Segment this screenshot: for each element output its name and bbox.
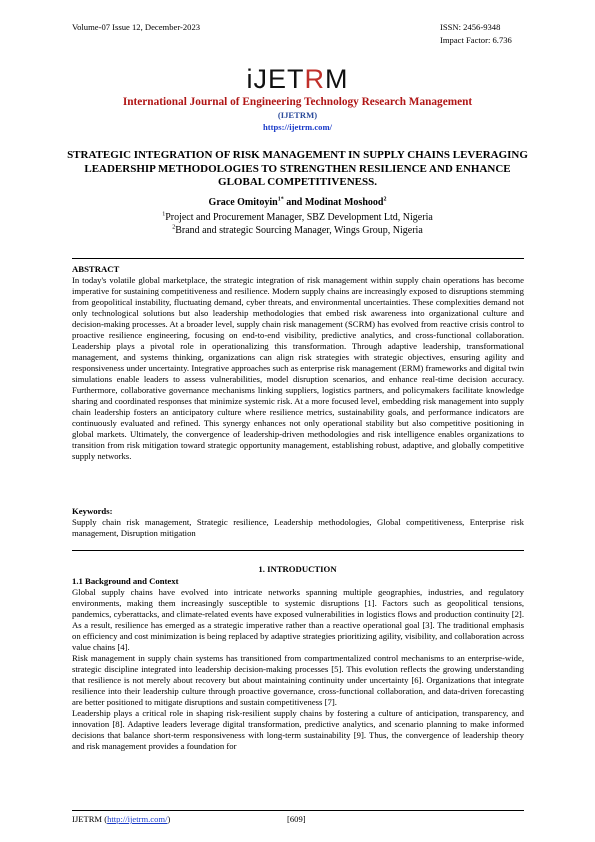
footer-suffix: ) xyxy=(167,814,171,824)
affiliation-2 xyxy=(0,225,595,237)
journal-url-link[interactable]: https://ijetrm.com/ xyxy=(263,122,332,132)
keywords-heading: Keywords: xyxy=(72,506,113,516)
journal-name: International Journal of Engineering Technology Research Management xyxy=(122,96,473,108)
intro-paragraph: Global supply chains have evolved into intricate networks spanning multiple geographies, industries, and regulatory environments, making them increasingly susceptible to systemic disruptions [1]. Factors such as geopolitical tensions, pandemics, cyberattacks, and climate-related events have exposed vulnerabilities in logistics flows and production continuity [2]. As a result, resilience has emerged as a strategic imperative rather than a reactive operational goal [3]. The traditional emphasis on efficiency and cost minimization is being replaced by adaptive strategies prioritizing agility, visibility, and collaboration across value chains [4]. xyxy=(72,587,524,652)
footer-divider xyxy=(72,810,524,811)
divider-keywords xyxy=(72,550,524,551)
affiliation-2-sup: 2 xyxy=(172,224,176,231)
abstract-heading: ABSTRACT xyxy=(72,264,120,274)
journal-abbr: (IJETRM) xyxy=(277,110,318,120)
intro-paragraph: Risk management in supply chain systems has transitioned from compartmentalized control mechanisms to an enterprise-wide, strategic discipline integrated into leadership decision-making processes [5]. This evolution reflects the growing understanding that resilience is not merely about recovery but about maintaining continuity under uncertainty [6]. Organizations that integrate resilience into their leadership culture through proactive governance, cross-functional collaboration, and data-driven forecasting are better positioned to mitigate disruptions and sustain competitiveness [7]. xyxy=(72,653,524,707)
impact-factor: Impact Factor: 6.736 xyxy=(440,35,512,45)
introduction-heading: 1. INTRODUCTION xyxy=(258,564,337,574)
author-and: and xyxy=(283,197,305,208)
author-2: Modinat Moshood xyxy=(304,197,384,208)
divider-top xyxy=(72,258,524,259)
introduction-body xyxy=(72,587,524,752)
affiliation-1-sup: 1 xyxy=(162,211,166,218)
page-number: [609] xyxy=(287,814,306,824)
logo-text-suffix: M xyxy=(325,64,349,94)
logo-text-prefix: iJET xyxy=(246,64,305,94)
author-1-sup: 1* xyxy=(277,196,284,203)
footer-link[interactable]: http://ijetrm.com/ xyxy=(107,814,168,824)
journal-logo xyxy=(0,64,595,94)
affiliation-1 xyxy=(0,212,595,224)
affiliation-2-text: Brand and strategic Sourcing Manager, Wings Group, Nigeria xyxy=(175,225,423,236)
affiliation-1-text: Project and Procurement Manager, SBZ Development Ltd, Nigeria xyxy=(165,212,433,223)
author-2-sup: 2 xyxy=(383,196,387,203)
issn: ISSN: 2456-9348 xyxy=(440,22,501,32)
author-1: Grace Omitoyin xyxy=(208,197,278,208)
keywords-body: Supply chain risk management, Strategic resilience, Leadership methodologies, Global competitiveness, Enterprise risk management, Disruption mitigation xyxy=(72,517,524,538)
volume-issue: Volume-07 Issue 12, December-2023 xyxy=(72,22,201,32)
abstract-body: In today's volatile global marketplace, the strategic integration of risk management within supply chain operations has become imperative for sustaining competitiveness and resilience. Modern supply chains are increasingly exposed to disruptions stemming from geopolitical instability, fluctuating demand, cyber threats, and environmental uncertainties. These complexities demand not only technological solutions but also leadership methodologies that embed risk awareness into organizational culture and decision-making processes. At a broader level, supply chain risk management (SCRM) has evolved from reactive crisis control to proactive resilience engineering, focusing on end-to-end visibility, predictive analytics, and cross-functional collaboration. Leadership plays a pivotal role in operationalizing this transformation. Through adaptive leadership, transformational management, and systems thinking, organizations can align risk strategies with strategic objectives, ensuring agility and responsiveness under uncertainty. Integrative approaches such as enterprise risk management (ERM) frameworks and digital twin simulations enable leaders to assess vulnerabilities, model disruption scenarios, and enhance real-time decision accuracy. Furthermore, collaborative governance mechanisms linking suppliers, logistics partners, and policymakers facilitate knowledge sharing and coordinated responses that minimize systemic risk. At a more focused level, embedding risk management into supply chain leadership fosters an anticipatory culture where resilience metrics, sustainability goals, and performance indicators are continuously evaluated and refined. This synergy enhances not only operational stability but also competitive positioning in global markets. Ultimately, the convergence of leadership-driven methodologies and risk intelligence enables organizations to transition from risk mitigation toward strategic opportunity management, establishing robust, adaptive, and globally competitive supply networks. xyxy=(72,275,524,461)
footer-prefix: IJETRM ( xyxy=(72,814,108,824)
paper-title: STRATEGIC INTEGRATION OF RISK MANAGEMENT IN SUPPLY CHAINS LEVERAGING LEADERSHIP METHODOLOGIES TO STRENGTHEN RESILIENCE AND ENHANCE GLOBAL COMPETITIVENESS. xyxy=(67,149,528,188)
logo-text-red: R xyxy=(304,64,325,94)
intro-paragraph: Leadership plays a critical role in shaping risk-resilient supply chains by fostering a culture of anticipation, transparency, and innovation [8]. Adaptive leaders leverage digital transformation, predictive analytics, and scenario planning to make informed decisions that balance short-term responsiveness with long-term sustainability [9]. Thus, the convergence of leadership theory and risk management provides a foundation for xyxy=(72,708,524,751)
background-subheading: 1.1 Background and Context xyxy=(72,576,179,586)
footer-journal xyxy=(72,814,170,825)
author-line xyxy=(0,197,595,209)
